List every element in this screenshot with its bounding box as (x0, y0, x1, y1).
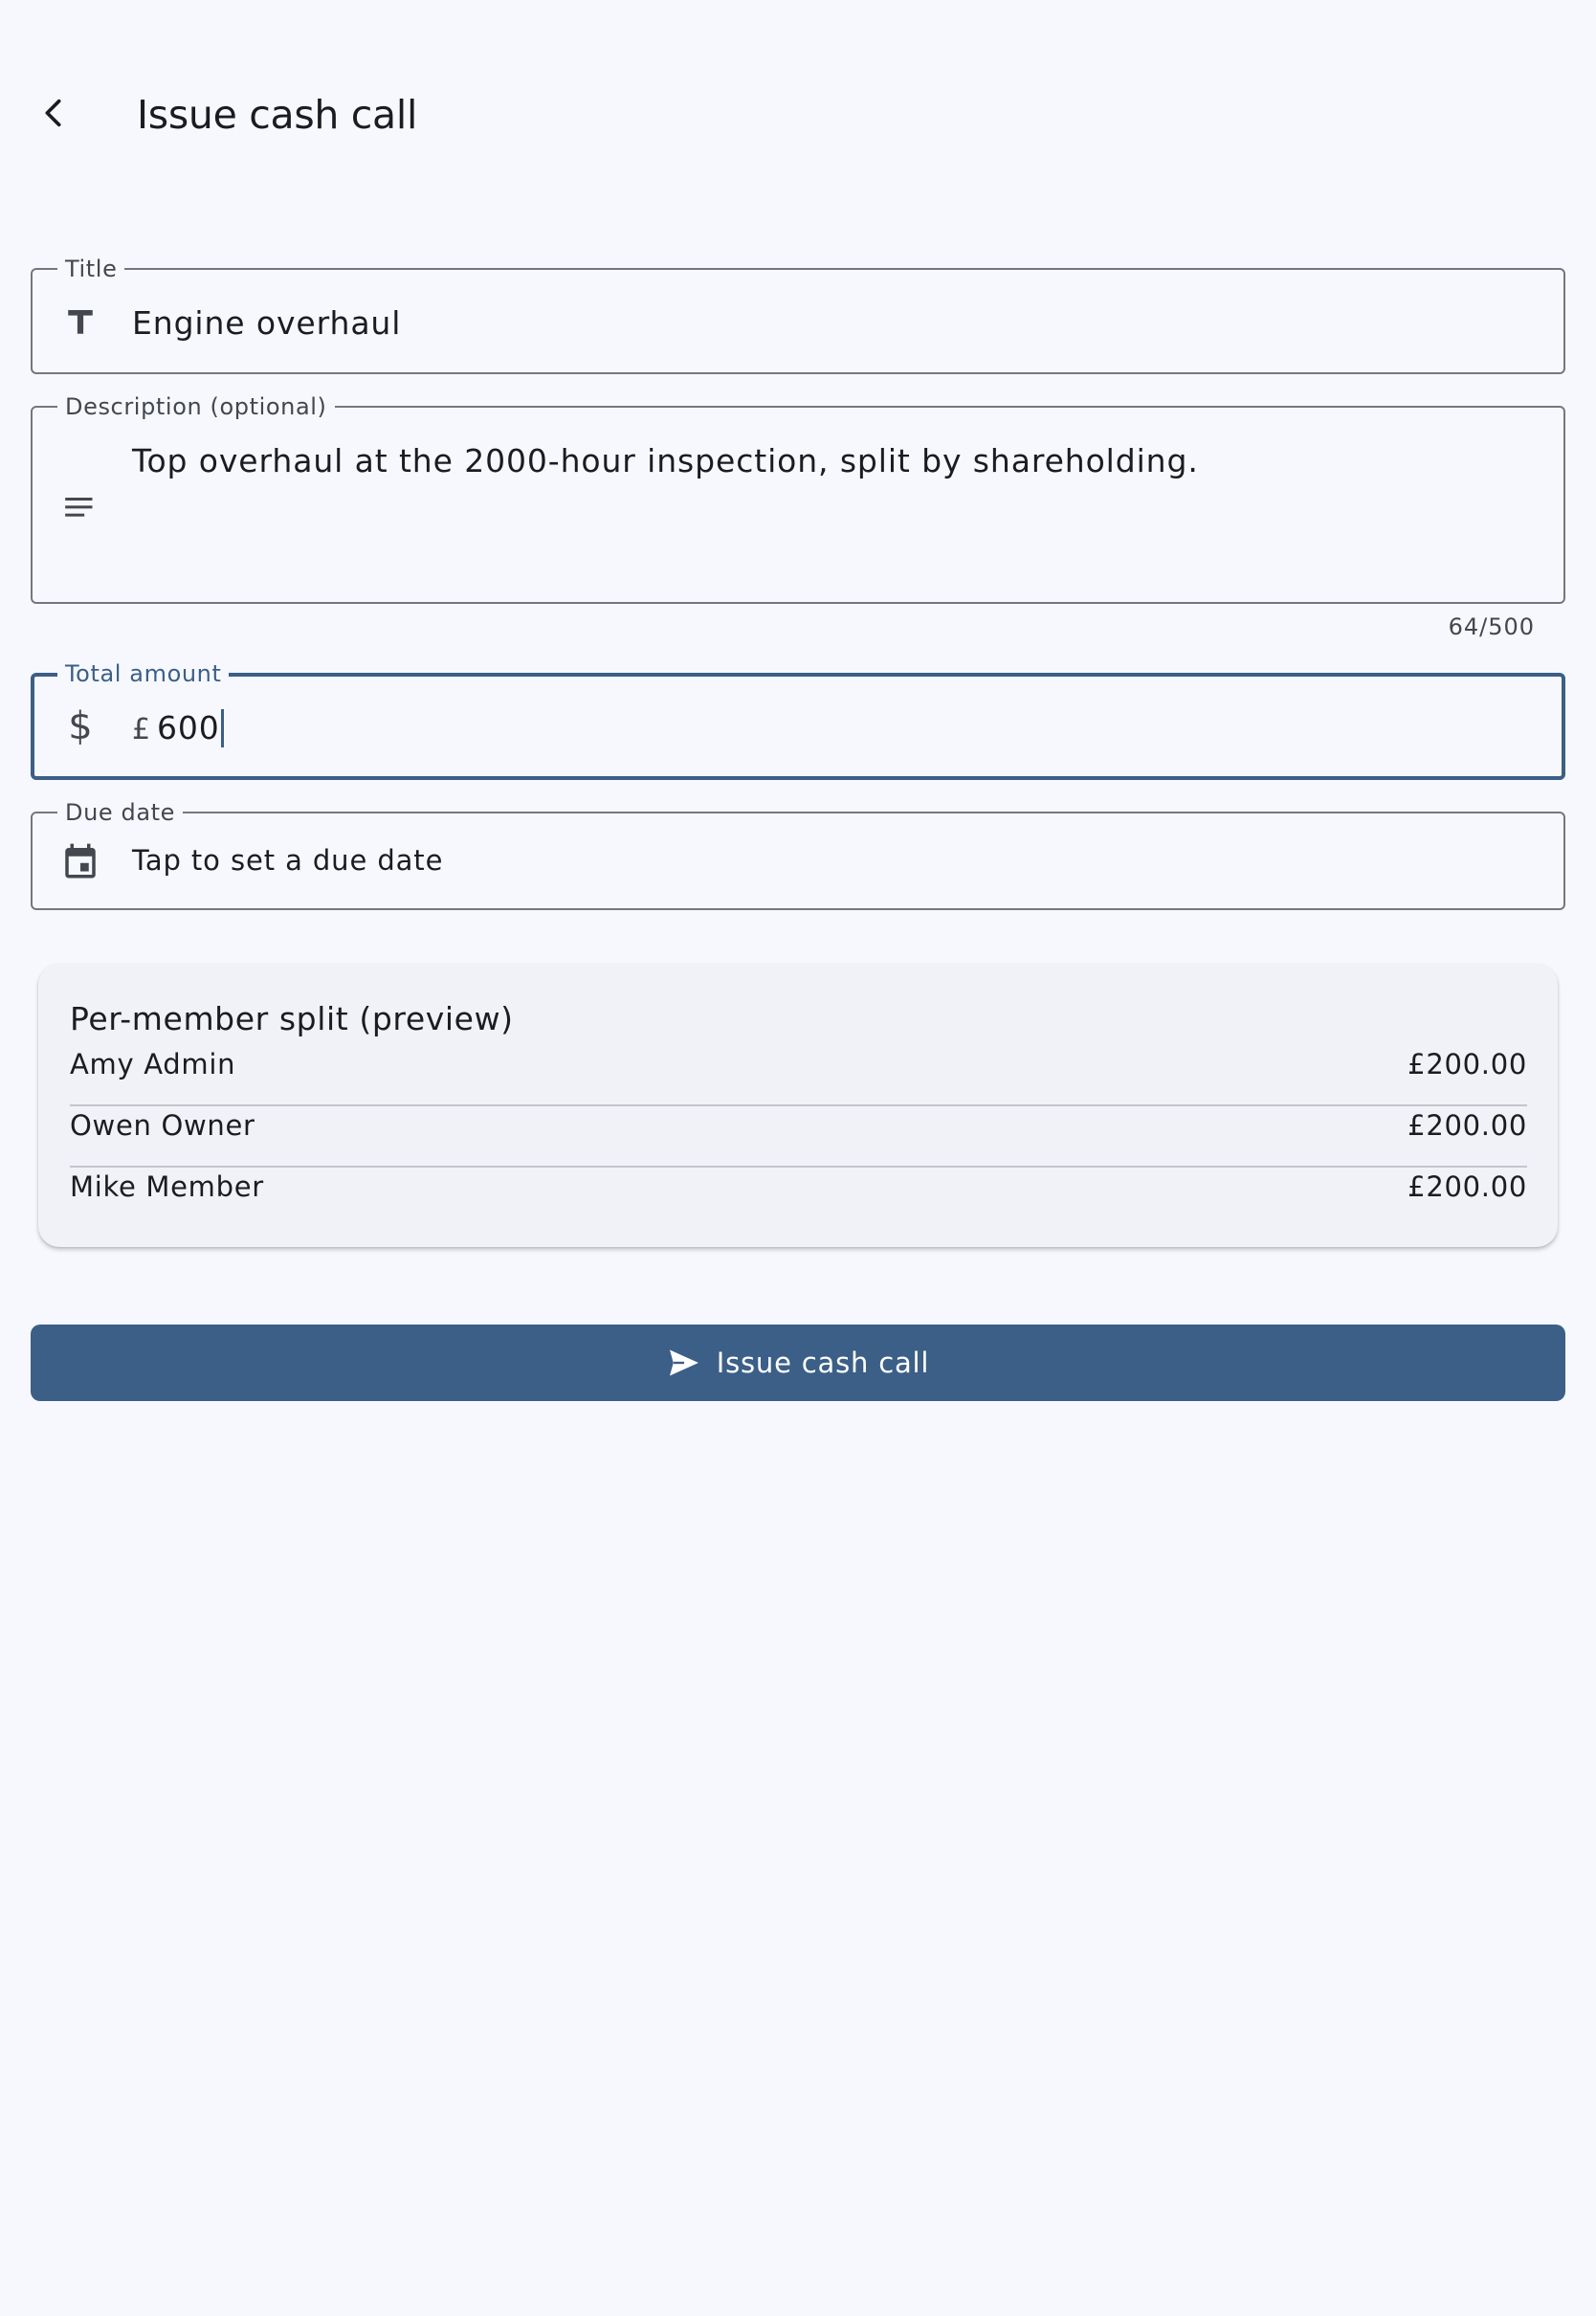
split-row (70, 1034, 1527, 1095)
issue-cash-call-label: Issue cash call (716, 1347, 930, 1379)
member-name: Mike Member (70, 1170, 264, 1203)
title-field-label: Title (57, 256, 124, 282)
description-field-label: Description (optional) (57, 393, 335, 420)
calendar-icon (57, 838, 103, 884)
description-field[interactable] (31, 393, 1565, 604)
send-icon (667, 1346, 701, 1380)
currency-prefix: £ (132, 713, 151, 746)
description-input[interactable]: Top overhaul at the 2000-hour inspection, split by shareholding. (132, 442, 1199, 479)
title-input[interactable]: Engine overhaul (132, 304, 402, 342)
total-amount-field-label: Total amount (57, 660, 229, 687)
member-amount: £200.00 (1408, 1170, 1527, 1203)
text-caret (221, 709, 224, 747)
split-row (70, 1095, 1527, 1156)
issue-cash-call-button[interactable] (31, 1325, 1565, 1401)
description-counter: 64/500 (1448, 613, 1535, 640)
split-preview-title: Per-member split (preview) (70, 1000, 514, 1037)
due-date-input[interactable]: Tap to set a due date (132, 844, 444, 877)
member-amount: £200.00 (1408, 1109, 1527, 1142)
notes-icon (57, 484, 103, 530)
member-name: Owen Owner (70, 1109, 255, 1142)
arrow-back-icon (34, 94, 73, 132)
member-name: Amy Admin (70, 1048, 236, 1080)
due-date-field-label: Due date (57, 799, 183, 826)
amount-value: 600 (157, 709, 220, 746)
split-preview-card (38, 964, 1558, 1247)
split-row (70, 1156, 1527, 1217)
due-date-field[interactable] (31, 799, 1565, 910)
member-amount: £200.00 (1408, 1048, 1527, 1080)
dollar-icon: $ (68, 704, 93, 748)
app-bar (0, 0, 1596, 232)
total-amount-field[interactable] (31, 660, 1565, 780)
page-title: Issue cash call (137, 92, 418, 138)
text-fields-icon (57, 299, 103, 345)
total-amount-input[interactable] (132, 709, 224, 749)
title-field[interactable] (31, 256, 1565, 374)
back-button[interactable] (27, 86, 80, 140)
